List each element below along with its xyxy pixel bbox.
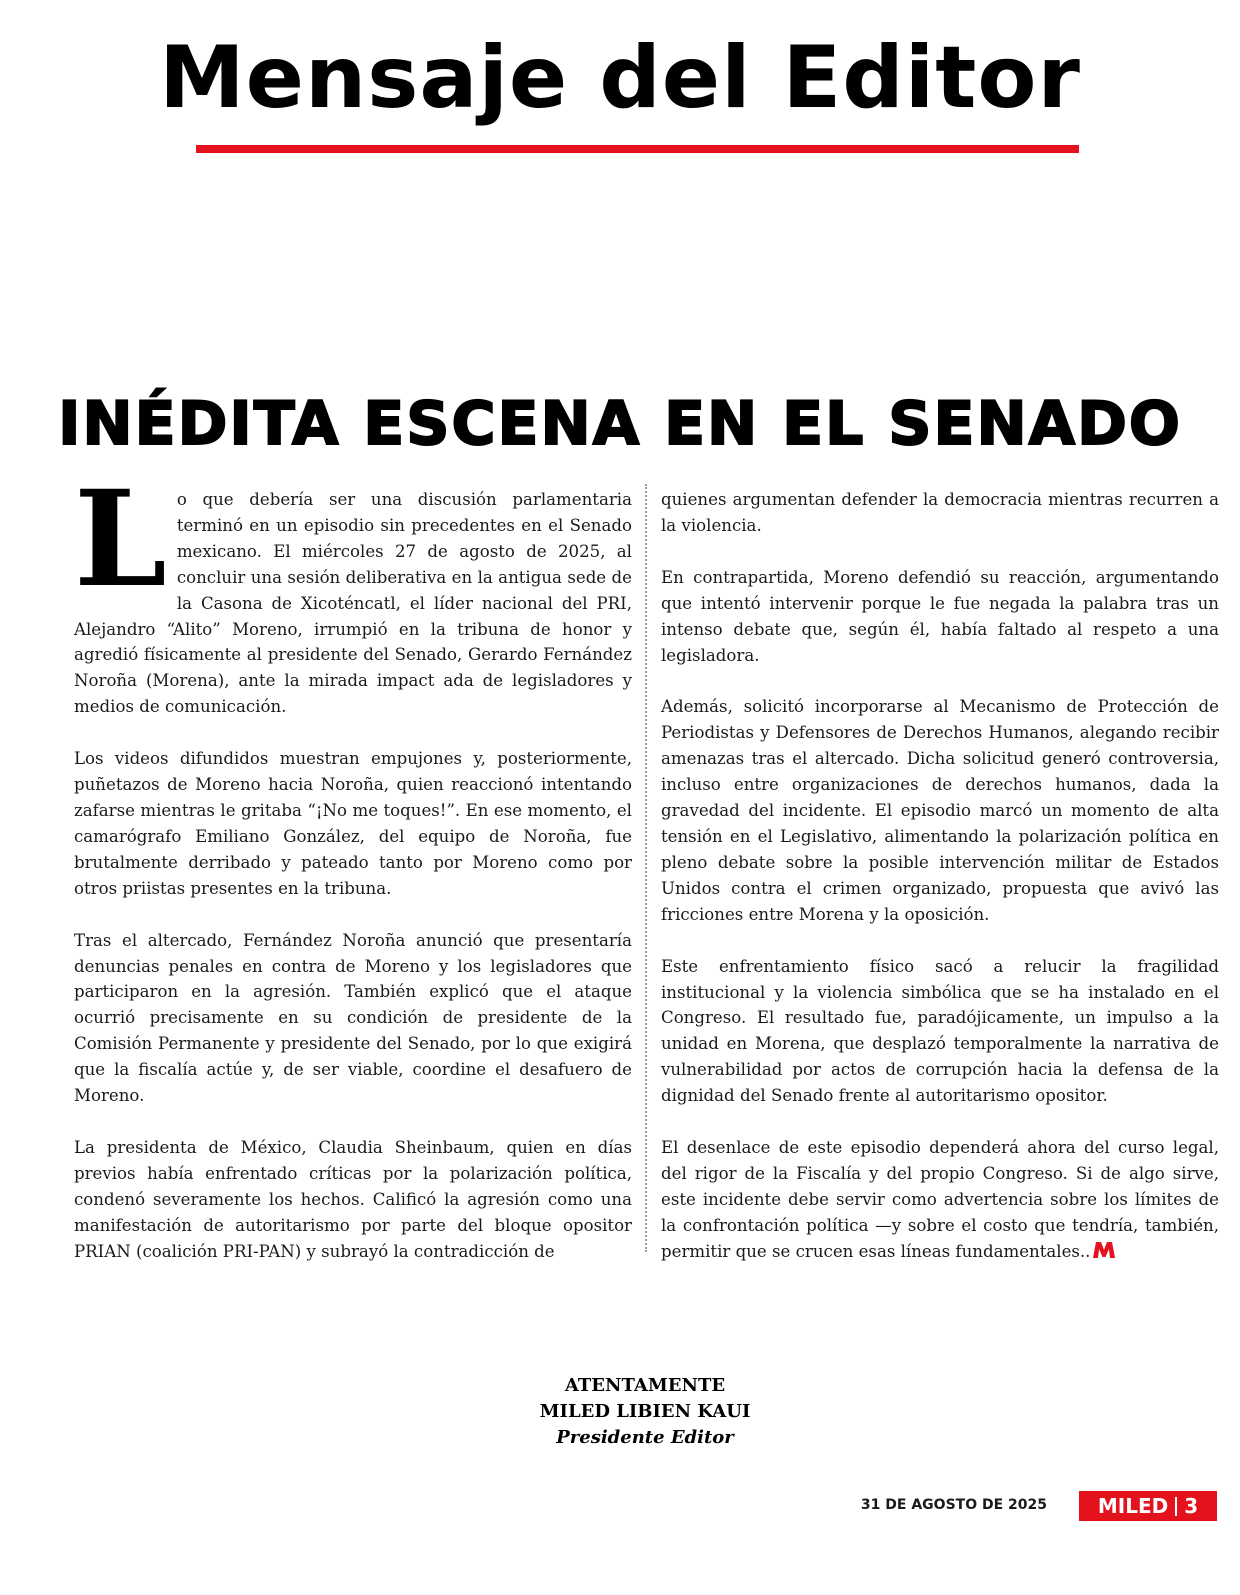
badge-separator: [1175, 1497, 1177, 1516]
article-paragraph: En contrapartida, Moreno defendió su reacción, argumentando que intentó intervenir porque le fue negada la palabra tras un intenso debate que, según él, había faltado al respeto a una legisladora.: [661, 567, 1219, 665]
footer-date: 31 DE AGOSTO DE 2025: [860, 1497, 1047, 1513]
article-paragraph-final: [661, 1135, 1219, 1265]
article-headline: INÉDITA ESCENA EN EL SENADO: [58, 389, 1182, 459]
article-paragraph: quienes argumentan defender la democracia mientras recurren a la violencia.: [661, 490, 1219, 535]
drop-cap: L: [74, 462, 167, 617]
article-paragraph: Tras el altercado, Fernández Noroña anunció que presentaría denuncias penales en contra de Moreno y los legisladores que participaron en la agresión. También explicó que el ataque ocurrió precisamente en su condición de presidente de la Comisión Permanente y presidente del Senado, por lo que exigirá que la fiscalía actúe y, de ser viable, coordine el desafuero de Moreno.: [74, 930, 632, 1106]
article-paragraph-text: El desenlace de este episodio dependerá ahora del curso legal, del rigor de la Fiscalía y del propio Congreso. Si de algo sirve, este incidente debe servir como advertencia sobre los límites de la confrontación política —y sobre el costo que tendría, también, permitir que se crucen esas líneas fundamentales..: [661, 1138, 1219, 1261]
article-paragraph: Los videos difundidos muestran empujones y, posteriormente, puñetazos de Moreno hacia Noroña, quien reaccionó intentando zafarse mientras le gritaba “¡No me toques!”. En ese momento, el camarógrafo Emiliano González, del equipo de Noroña, fue brutalmente derribado y pateado tanto por Moreno como por otros priistas presentes en la tribuna.: [74, 749, 632, 898]
footer-brand: MILED: [1097, 1494, 1169, 1518]
article-paragraph: Además, solicitó incorporarse al Mecanismo de Protección de Periodistas y Defensores de Derechos Humanos, alegando recibir amenazas tras el altercado. Dicha solicitud generó controversia, incluso entre organizaciones de derechos humanos, dada la gravedad del incidente. El episodio marcó un momento de alta tensión en el Legislativo, alimentando la polarización política en pleno debate sobre la posible intervención militar de Estados Unidos contra el crimen organizado, propuesta que avivó las fricciones entre Morena y la oposición.: [661, 697, 1219, 924]
article-paragraph: Este enfrentamiento físico sacó a relucir la fragilidad institucional y la violencia simbólica que se ha instalado en el Congreso. El resultado fue, paradójicamente, un impulso a la unidad en Morena, que desplazó temporalmente la narrativa de vulnerabilidad por actos de corrupción hacia la defensa de la dignidad del Senado frente al autoritarismo opositor.: [661, 956, 1219, 1106]
page-title: Mensaje del Editor: [159, 28, 1081, 128]
signature-role: Presidente Editor: [556, 1427, 734, 1448]
article-column-left: [74, 462, 632, 1264]
page-number: 3: [1184, 1494, 1199, 1518]
signature-closing: ATENTAMENTE: [564, 1375, 726, 1396]
article-paragraph: [74, 462, 632, 720]
signature-name: MILED LIBIEN KAUI: [539, 1401, 751, 1422]
article-paragraph: La presidenta de México, Claudia Sheinbaum, quien en días previos había enfrentado críticas por la polarización política, condenó severamente los hechos. Calificó la agresión como una manifestación de autoritarismo por parte del bloque opositor PRIAN (coalición PRI-PAN) y subrayó la contradicción de: [74, 1137, 632, 1261]
miled-m-icon: [1092, 1241, 1116, 1259]
title-divider: [196, 145, 1079, 153]
footer-brand-badge: [1079, 1491, 1217, 1521]
article-paragraph-text: o que debería ser una discusión parlamentaria terminó en un episodio sin precedentes en el Senado mexicano. El miércoles 27 de agosto de 2025, al concluir una sesión deliberativa en la antigua sede de la Casona de Xicoténcatl, el líder nacional del PRI, Alejandro “Alito” Moreno, irrumpió en la tribuna de honor y agredió físicamente al presidente del Senado, Gerardo Fernández Noroña (Morena), ante la mirada impact ada de legisladores y medios de comunicación.: [74, 490, 632, 717]
signature-block: [0, 1373, 1240, 1451]
article-column-right: [661, 487, 1219, 1265]
column-divider: [645, 484, 647, 1252]
